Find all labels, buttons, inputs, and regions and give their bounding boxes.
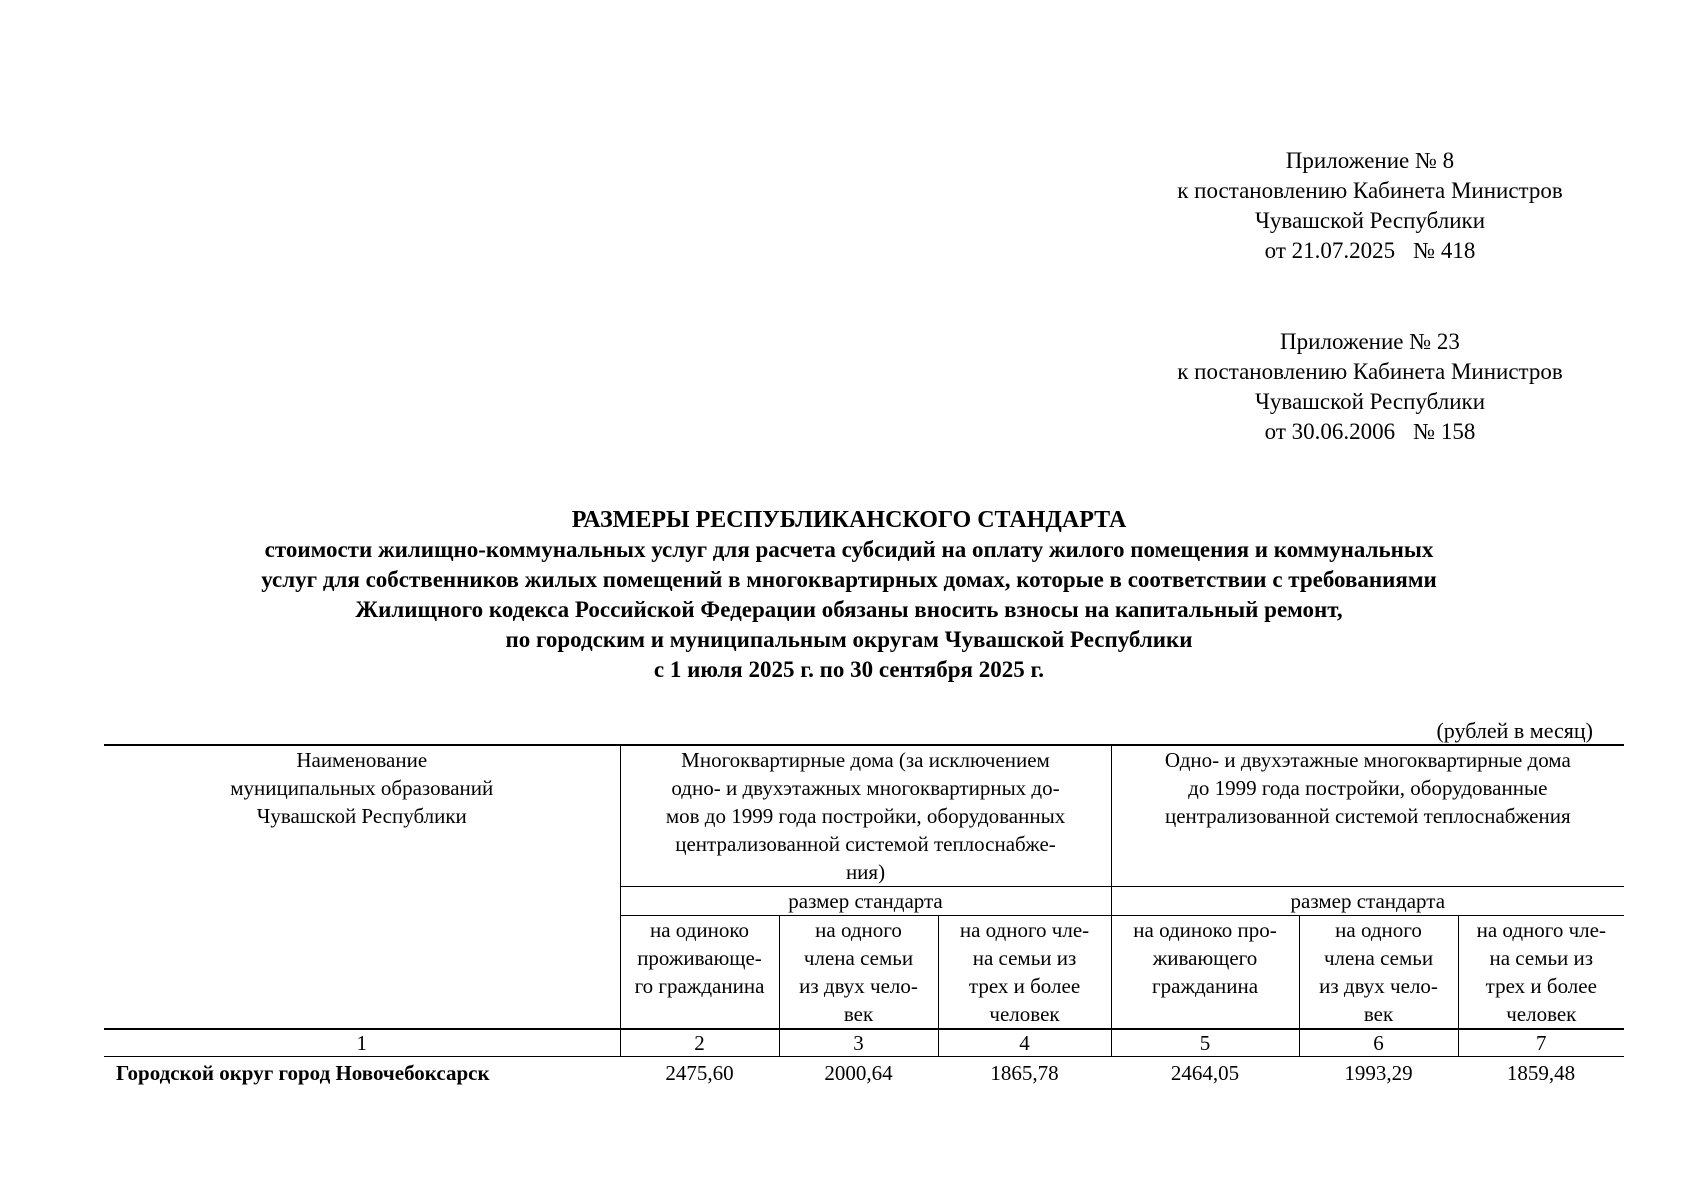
header-family-three-plus-1: на одного чле- на семьи из трех и более человек xyxy=(938,916,1111,1030)
annex-23-date: от 30.06.2006 xyxy=(1264,419,1396,444)
column-number: 2 xyxy=(620,1029,779,1057)
annex-23-block xyxy=(1140,327,1600,447)
annex-23-date-line xyxy=(1140,417,1600,447)
table-cell-value: 2000,64 xyxy=(824,1061,893,1085)
header-group-apartment-buildings: Многоквартирные дома (за исключением одно- и двухэтажных многоквартирных до- мов до 1999 года постройки, оборудованных централизованной системой теплоснабже- ния) xyxy=(620,745,1111,887)
header-single-resident-1: на одиноко проживающе- го гражданина xyxy=(620,916,779,1030)
annex-23-number: № 158 xyxy=(1413,419,1476,444)
table-cell-value: 2464,05 xyxy=(1170,1061,1240,1085)
column-number: 6 xyxy=(1299,1029,1458,1057)
column-number: 1 xyxy=(104,1029,620,1057)
document-title-line-4: Жилищного кодекса Российской Федерации обязаны вносить взносы на капитальный ремонт, xyxy=(355,597,1343,622)
annex-8-resolution: к постановлению Кабинета Министров xyxy=(1177,178,1563,203)
header-group-low-rise-buildings: Одно- и двухэтажные многоквартирные дома до 1999 года постройки, оборудованные централизованной системой теплоснабжения xyxy=(1111,745,1624,887)
document-title-line-2: стоимости жилищно-коммунальных услуг для расчета субсидий на оплату жилого помещения и коммунальных xyxy=(264,537,1434,562)
annex-8-date-line xyxy=(1140,236,1600,266)
annex-23-resolution: к постановлению Кабинета Министров xyxy=(1177,359,1563,384)
header-family-of-two-1: на одного члена семьи из двух чело- век xyxy=(779,916,938,1030)
table-cell-value: 1859,48 xyxy=(1506,1061,1576,1085)
document-title-main: РАЗМЕРЫ РЕСПУБЛИКАНСКОГО СТАНДАРТА xyxy=(571,507,1127,533)
table-header-row-1 xyxy=(104,745,1624,887)
column-number: 5 xyxy=(1111,1029,1299,1057)
annex-8-number: № 418 xyxy=(1413,238,1476,263)
document-title-period: с 1 июля 2025 г. по 30 сентября 2025 г. xyxy=(653,657,1045,682)
column-number: 7 xyxy=(1458,1029,1624,1057)
annex-8-date: от 21.07.2025 xyxy=(1264,238,1396,263)
document-title-line-5: по городским и муниципальным округам Чувашской Республики xyxy=(505,627,1193,652)
column-number: 4 xyxy=(938,1029,1111,1057)
column-number-row xyxy=(104,1029,1624,1057)
table-cell-value: 2475,60 xyxy=(665,1061,734,1085)
annex-8-republic: Чувашской Республики xyxy=(1254,208,1486,233)
table-cell-value: 1993,29 xyxy=(1344,1061,1413,1085)
document-title xyxy=(104,505,1594,685)
header-single-resident-2: на одиноко про- живающего гражданина xyxy=(1111,916,1299,1030)
annex-23-republic: Чувашской Республики xyxy=(1254,389,1486,414)
header-family-three-plus-2: на одного чле- на семьи из трех и более человек xyxy=(1458,916,1624,1030)
column-number: 3 xyxy=(779,1029,938,1057)
header-municipality: Наименование муниципальных образований Чувашской Республики xyxy=(104,745,620,1029)
standard-table xyxy=(104,744,1624,1087)
municipality-name: Городской округ город Новочебоксарск xyxy=(116,1061,490,1085)
annex-23-title: Приложение № 23 xyxy=(1280,329,1460,354)
units-label: (рублей в месяц) xyxy=(1436,718,1593,743)
header-standard-size-1: размер стандарта xyxy=(620,887,1111,916)
annex-8-block xyxy=(1140,146,1600,266)
table-row xyxy=(104,1057,1624,1088)
document-title-line-3: услуг для собственников жилых помещений в многоквартирных домах, которые в соответствии с требованиями xyxy=(261,567,1437,592)
annex-8-title: Приложение № 8 xyxy=(1285,148,1455,173)
header-family-of-two-2: на одного члена семьи из двух чело- век xyxy=(1299,916,1458,1030)
table-cell-value: 1865,78 xyxy=(990,1061,1059,1085)
header-standard-size-2: размер стандарта xyxy=(1111,887,1624,916)
